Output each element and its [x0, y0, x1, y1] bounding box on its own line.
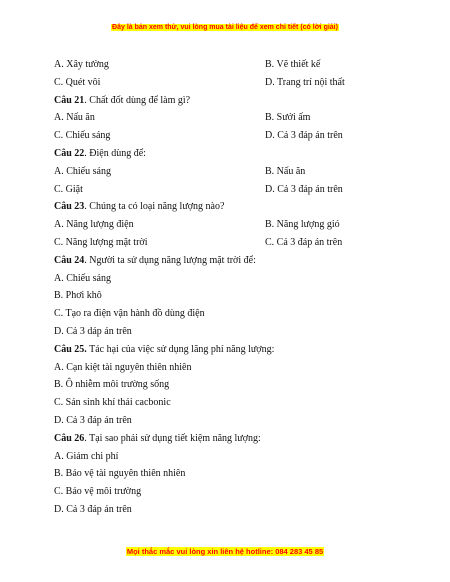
- option-d: D. Cả 3 đáp án trên: [265, 183, 343, 195]
- option-b: B. Sưởi ấm: [265, 112, 311, 124]
- option-c: C. Bảo vệ môi trường: [54, 486, 142, 498]
- option-a: A. Xây tường: [54, 59, 109, 70]
- option-b: B. Năng lượng gió: [265, 219, 340, 231]
- option-d: D. Trang trí nội thất: [265, 76, 345, 88]
- option-row: [54, 74, 404, 92]
- option-row: [54, 56, 404, 74]
- option-a: A. Chiếu sáng: [54, 165, 111, 177]
- option-a: A. Giảm chi phí: [54, 450, 119, 462]
- option-d: D. Cả 3 đáp án trên: [265, 130, 343, 142]
- question-text: . Điện dùng để:: [84, 147, 146, 159]
- question-label: Câu 23: [54, 201, 85, 213]
- question-23: [54, 198, 404, 216]
- option-c: C. Giặt: [54, 183, 83, 195]
- option-c: C. Năng lượng mặt trời: [54, 236, 148, 248]
- question-22: [54, 145, 404, 163]
- preview-notice-text: Đây là bản xem thử, vui lòng mua tài liệu để xem chi tiết (có lời giải): [112, 24, 338, 31]
- option-b: B. Nấu ăn: [265, 165, 306, 177]
- question-label: Câu 26: [54, 432, 85, 444]
- option-c: C. Sản sinh khí thải cacbonic: [54, 397, 171, 409]
- option-a: A. Cạn kiệt tài nguyên thiên nhiên: [54, 361, 192, 373]
- option-row: [54, 109, 404, 127]
- question-text: . Tại sao phải sử dụng tiết kiệm năng lượng:: [84, 432, 261, 444]
- option-row: [54, 127, 404, 145]
- option-c: C. Tạo ra điện vận hành đồ dùng điện: [54, 308, 205, 320]
- option-a: A. Chiếu sáng: [54, 272, 111, 284]
- document-body: [54, 56, 404, 519]
- question-24: [54, 252, 404, 270]
- option-d: C. Cả 3 đáp án trên: [265, 236, 343, 248]
- option-b: B. Phơi khô: [54, 290, 102, 302]
- question-text: Tác hại của việc sử dụng lãng phí năng lượng:: [86, 343, 275, 355]
- option-c: C. Quét vôi: [54, 76, 101, 88]
- option-a: A. Nấu ăn: [54, 112, 95, 124]
- question-21: [54, 92, 404, 110]
- option-b: B. Bảo vệ tài nguyên thiên nhiên: [54, 468, 186, 480]
- hotline-notice-text: Mọi thắc mắc vui lòng xin liên hệ hotline: 084 283 45 85: [126, 547, 324, 556]
- option-d: D. Cả 3 dáp án trên: [54, 325, 132, 337]
- question-26: [54, 430, 404, 448]
- option-a: A. Năng lượng điện: [54, 219, 134, 231]
- question-label: Câu 25.: [54, 343, 87, 355]
- option-d: D. Cả 3 đáp án trên: [54, 503, 132, 515]
- option-c: C. Chiếu sáng: [54, 130, 111, 142]
- question-text: . Chúng ta có loại năng lượng nào?: [84, 201, 225, 213]
- option-d: D. Cả 3 đáp án trên: [54, 414, 132, 426]
- hotline-notice-footer: [0, 547, 450, 556]
- question-text: . Chất đốt dùng để làm gì?: [84, 94, 191, 106]
- option-row: [54, 181, 404, 199]
- option-row: [54, 163, 404, 181]
- question-label: Câu 22: [54, 147, 85, 159]
- option-b: B. Vẽ thiết kế: [265, 59, 321, 70]
- question-25: [54, 341, 404, 359]
- option-b: B. Ô nhiễm môi trường sống: [54, 379, 170, 391]
- option-row: [54, 234, 404, 252]
- preview-notice-banner: [0, 24, 450, 31]
- option-row: [54, 216, 404, 234]
- question-text: . Người ta sử dụng năng lượng mặt trời để:: [84, 254, 256, 266]
- question-label: Câu 24: [54, 254, 85, 266]
- question-label: Câu 21: [54, 94, 85, 106]
